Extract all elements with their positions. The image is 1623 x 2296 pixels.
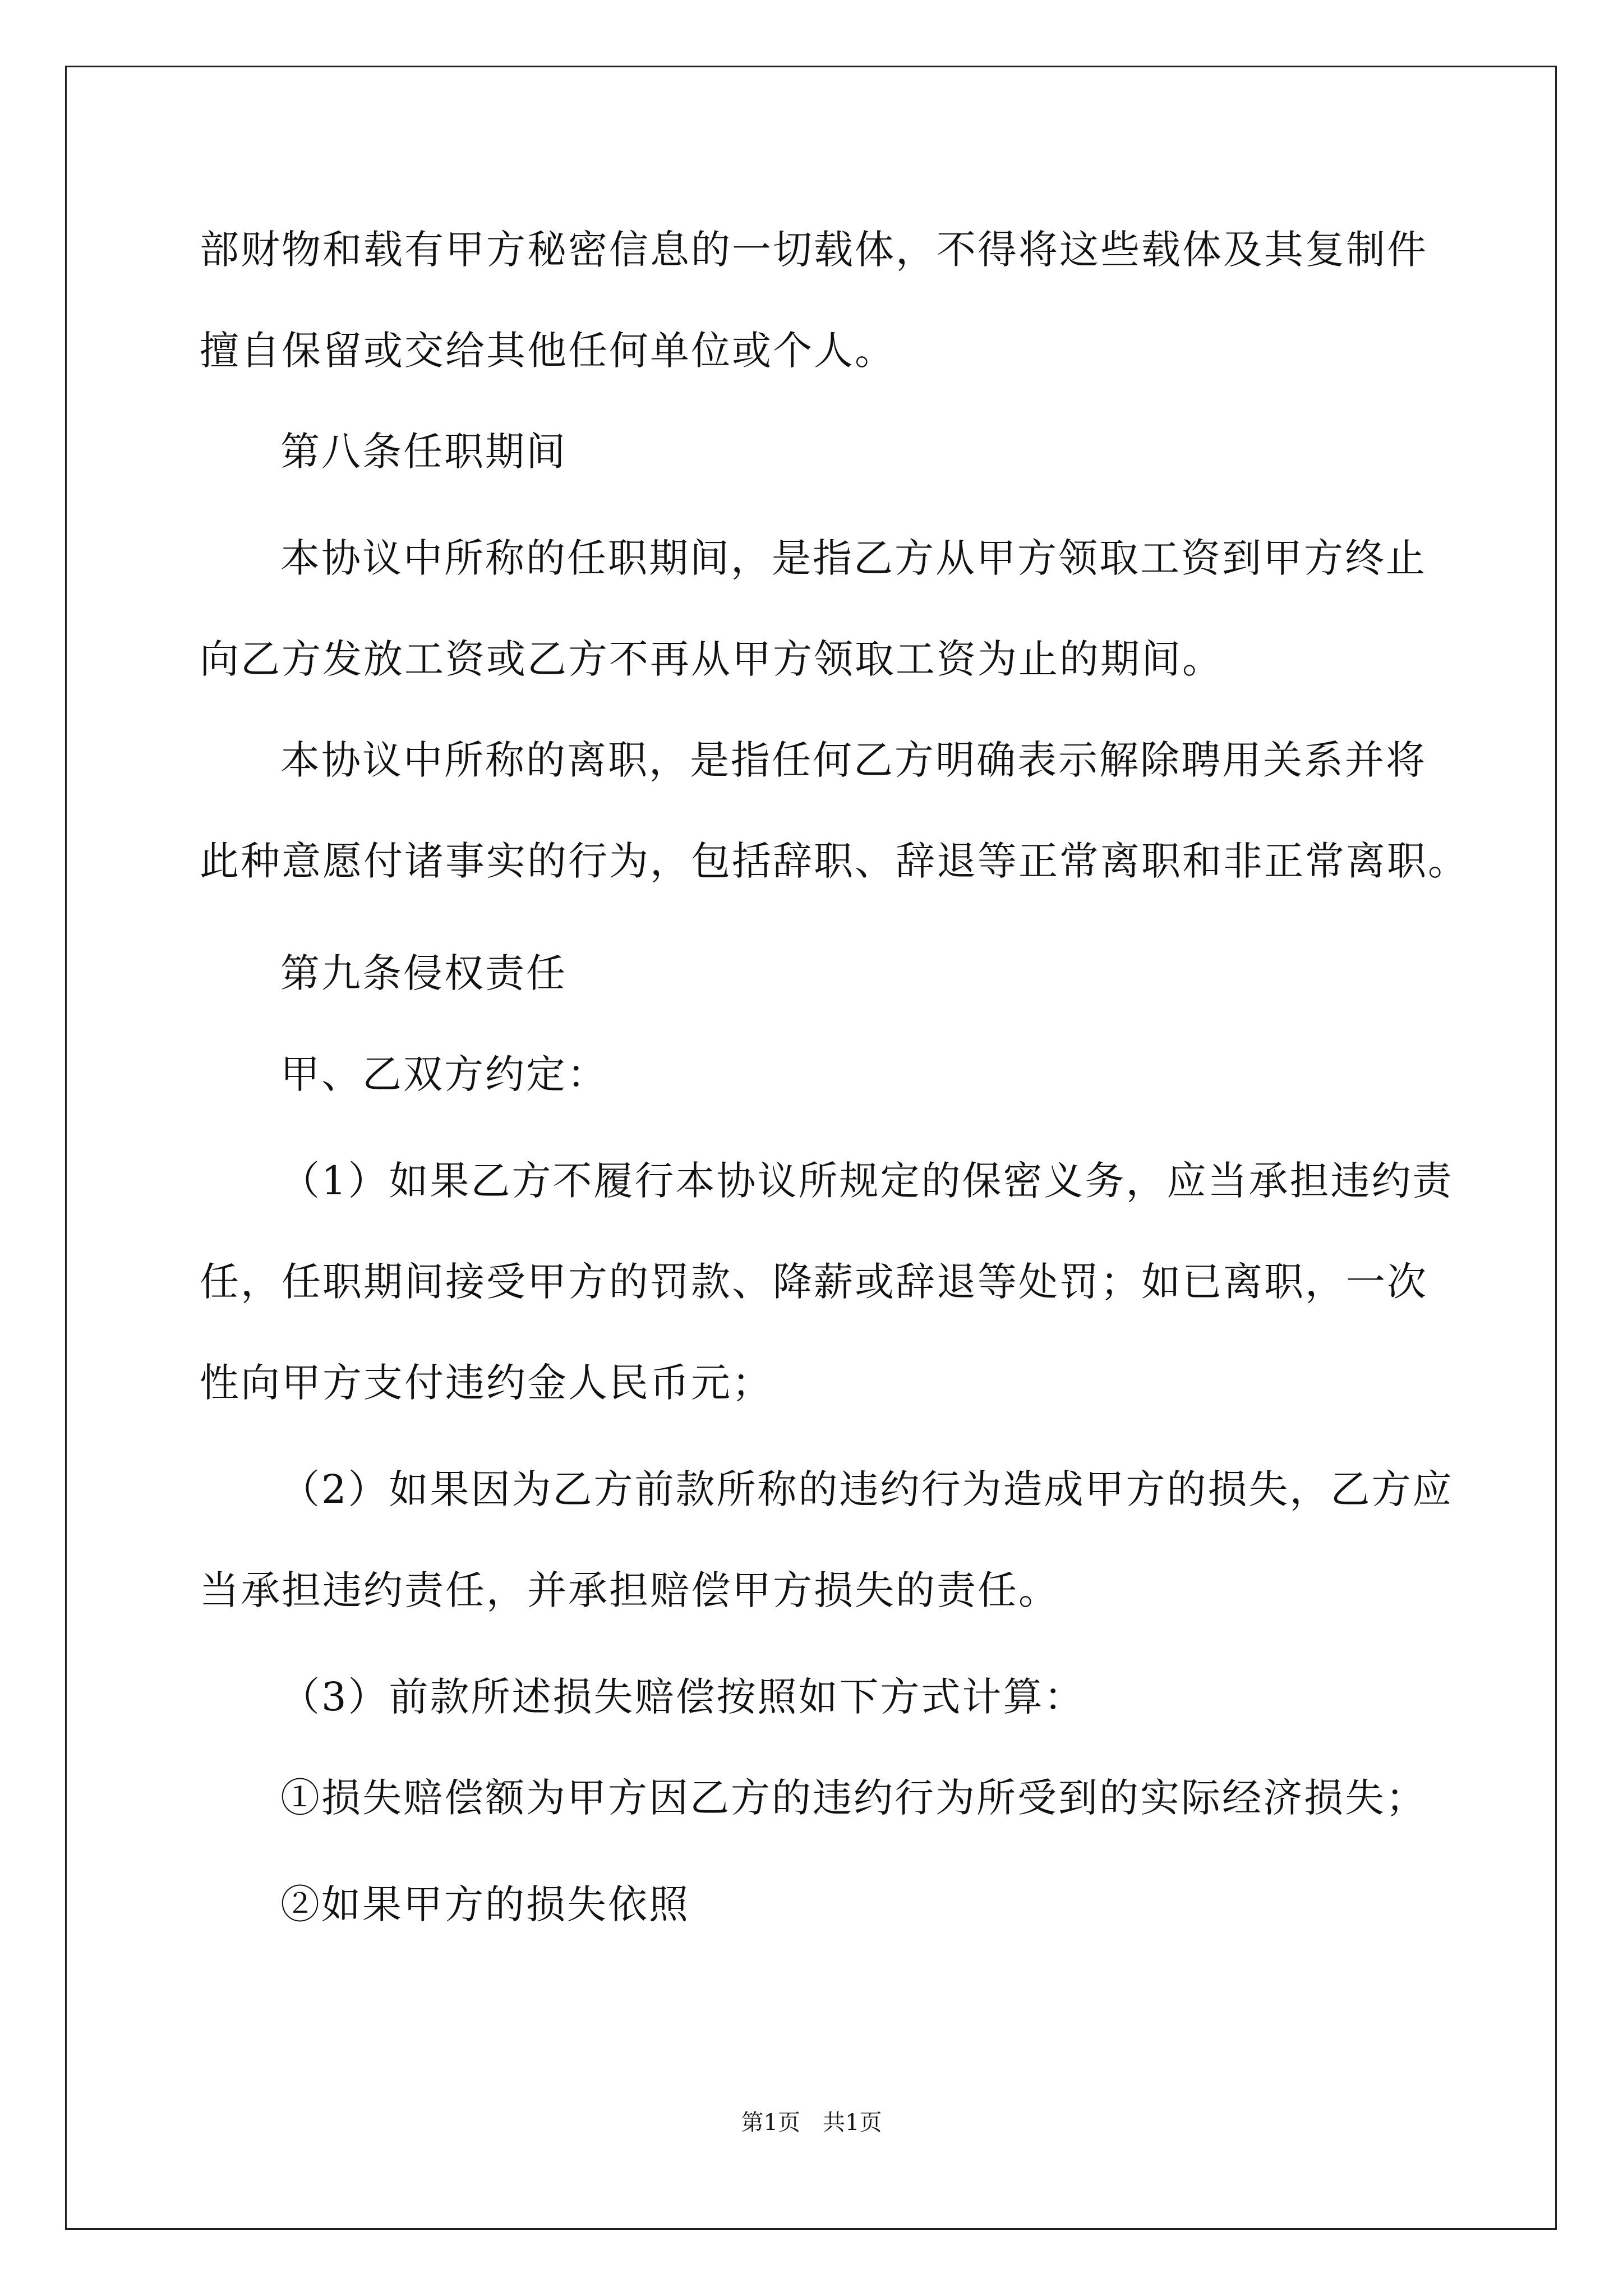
list-item-line: 性向甲方支付违约金人民币元； (200, 1360, 773, 1406)
page-number-footer: 第1页 共1页 (741, 2110, 882, 2136)
list-item-line: 任，任职期间接受甲方的罚款、降薪或辞退等处罚；如已离职，一次 (200, 1259, 1428, 1305)
list-item-line: ②如果甲方的损失依照 (280, 1881, 690, 1927)
body-text-line: 甲、乙双方约定： (280, 1051, 608, 1097)
body-text-line: 部财物和载有甲方秘密信息的一切载体，不得将这些载体及其复制件 (200, 227, 1428, 273)
section-heading: 第九条侵权责任 (280, 950, 567, 996)
body-text-line: 向乙方发放工资或乙方不再从甲方领取工资为止的期间。 (200, 636, 1223, 682)
body-text-line: 擅自保留或交给其他任何单位或个人。 (200, 328, 896, 374)
list-item-line: ①损失赔偿额为甲方因乙方的违约行为所受到的实际经济损失； (280, 1775, 1427, 1821)
list-item-line: （1）如果乙方不履行本协议所规定的保密义务，应当承担违约责 (280, 1158, 1454, 1204)
section-heading: 第八条任职期间 (280, 429, 567, 475)
body-text-line: 此种意愿付诸事实的行为，包括辞职、辞退等正常离职和非正常离职。 (200, 838, 1469, 884)
list-item-line: （3）前款所述损失赔偿按照如下方式计算： (280, 1674, 1085, 1720)
list-item-line: （2）如果因为乙方前款所称的违约行为造成甲方的损失，乙方应 (280, 1466, 1454, 1512)
body-text-line: 本协议中所称的离职，是指任何乙方明确表示解除聘用关系并将 (280, 737, 1427, 783)
list-item-line: 当承担违约责任，并承担赔偿甲方损失的责任。 (200, 1567, 1059, 1613)
body-text-line: 本协议中所称的任职期间，是指乙方从甲方领取工资到甲方终止 (280, 535, 1427, 581)
